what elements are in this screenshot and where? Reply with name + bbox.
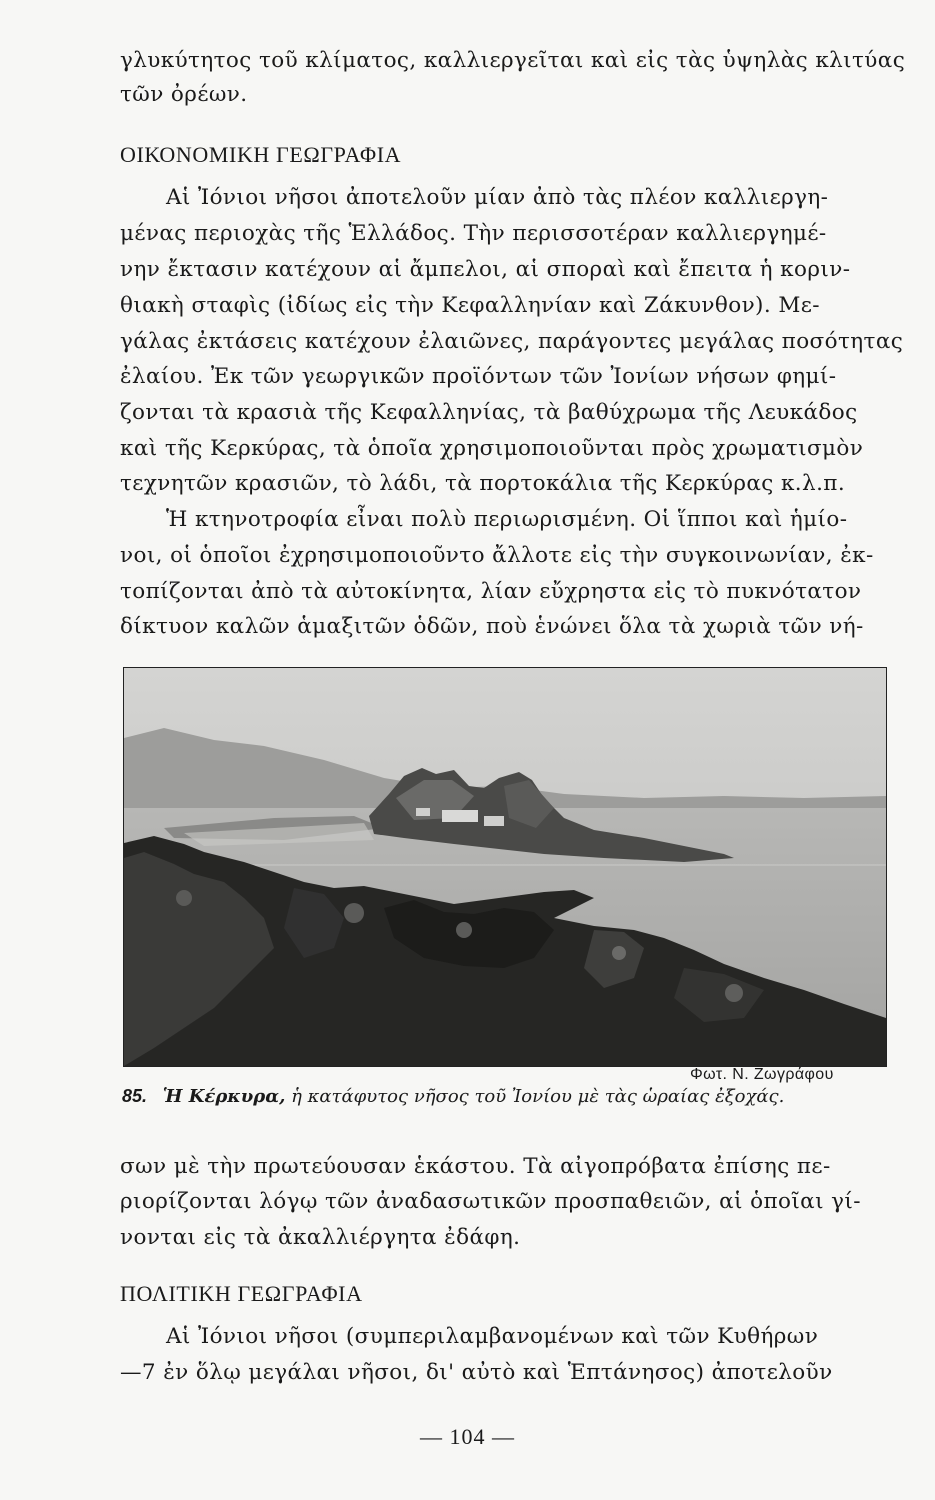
- figure-caption-text: ἡ κατάφυτος νῆσος τοῦ Ἰονίου μὲ τὰς ὡραίας ἐξοχάς.: [291, 1086, 785, 1107]
- text-line: μένας περιοχὰς τῆς Ἑλλάδος. Τὴν περισσοτέραν καλλιεργημέ-: [120, 221, 827, 246]
- text-line: τεχνητῶν κρασιῶν, τὸ λάδι, τὰ πορτοκάλια τῆς Κερκύρας κ.λ.π.: [120, 471, 846, 496]
- text-line: γάλας ἐκτάσεις κατέχουν ἐλαιῶνες, παράγοντες μεγάλας ποσότητας: [120, 329, 904, 354]
- text-line: τοπίζονται ἀπὸ τὰ αὐτοκίνητα, λίαν εὔχρηστα εἰς τὸ πυκνότατον: [120, 579, 862, 604]
- page-number: — 104 —: [420, 1424, 515, 1449]
- corfu-photograph: [123, 667, 887, 1067]
- text-line: νην ἔκτασιν κατέχουν αἱ ἄμπελοι, αἱ σποραὶ καὶ ἔπειτα ἡ κοριν-: [120, 257, 851, 282]
- text-line: ἐλαίου. Ἐκ τῶν γεωργικῶν προϊόντων τῶν Ἰονίων νήσων φημί-: [120, 364, 837, 389]
- text-line: —7 ἐν ὅλῳ μεγάλαι νῆσοι, δι' αὐτὸ καὶ Ἑπτάνησος) ἀποτελοῦν: [120, 1360, 833, 1385]
- text-line: ριορίζονται λόγῳ τῶν ἀναδασωτικῶν προσπαθειῶν, αἱ ὁποῖαι γί-: [120, 1189, 861, 1214]
- text-line: νονται εἰς τὰ ἀκαλλιέργητα ἐδάφη.: [120, 1225, 521, 1250]
- text-line: Αἱ Ἰόνιοι νῆσοι (συμπεριλαμβανομένων καὶ τῶν Κυθήρων: [166, 1324, 819, 1349]
- text-line: νοι, οἱ ὁποῖοι ἐχρησιμοποιοῦντο ἄλλοτε εἰς τὴν συγκοινωνίαν, ἐκ-: [120, 543, 874, 568]
- text-line: Αἱ Ἰόνιοι νῆσοι ἀποτελοῦν μίαν ἀπὸ τὰς πλέον καλλιεργη-: [166, 185, 829, 210]
- text-line: θιακὴ σταφὶς (ἰδίως εἰς τὴν Κεφαλληνίαν καὶ Ζάκυνθον). Με-: [120, 293, 820, 318]
- text-line: καὶ τῆς Κερκύρας, τὰ ὁποῖα χρησιμοποιοῦνται πρὸς χρωματισμὸν: [120, 436, 864, 461]
- text-line: ζονται τὰ κρασιὰ τῆς Κεφαλληνίας, τὰ βαθύχρωμα τῆς Λευκάδος: [120, 400, 858, 425]
- section-heading-economic: ΟΙΚΟΝΟΜΙΚΗ ΓΕΩΓΡΑΦΙΑ: [120, 142, 402, 167]
- figure-number: 85.: [122, 1086, 148, 1106]
- text-line: γλυκύτητος τοῦ κλίματος, καλλιεργεῖται καὶ εἰς τὰς ὑψηλὰς κλιτύας: [120, 48, 906, 73]
- text-line: δίκτυον καλῶν ἁμαξιτῶν ὁδῶν, ποὺ ἑνώνει ὅλα τὰ χωριὰ τῶν νή-: [120, 614, 864, 639]
- text-line: σων μὲ τὴν πρωτεύουσαν ἑκάστου. Τὰ αἰγοπρόβατα ἐπίσης πε-: [120, 1154, 831, 1179]
- photo-credit: Φωτ. Ν. Ζωγράφου: [690, 1066, 834, 1083]
- figure-caption: [122, 1086, 784, 1107]
- section-heading-political: ΠΟΛΙΤΙΚΗ ΓΕΩΓΡΑΦΙΑ: [120, 1281, 363, 1306]
- text-line: Ἡ κτηνοτροφία εἶναι πολὺ περιωρισμένη. Οἱ ἵπποι καὶ ἡμίο-: [166, 507, 848, 532]
- text-line: τῶν ὀρέων.: [120, 82, 248, 107]
- figure-title: Ἡ Κέρκυρα,: [162, 1086, 286, 1107]
